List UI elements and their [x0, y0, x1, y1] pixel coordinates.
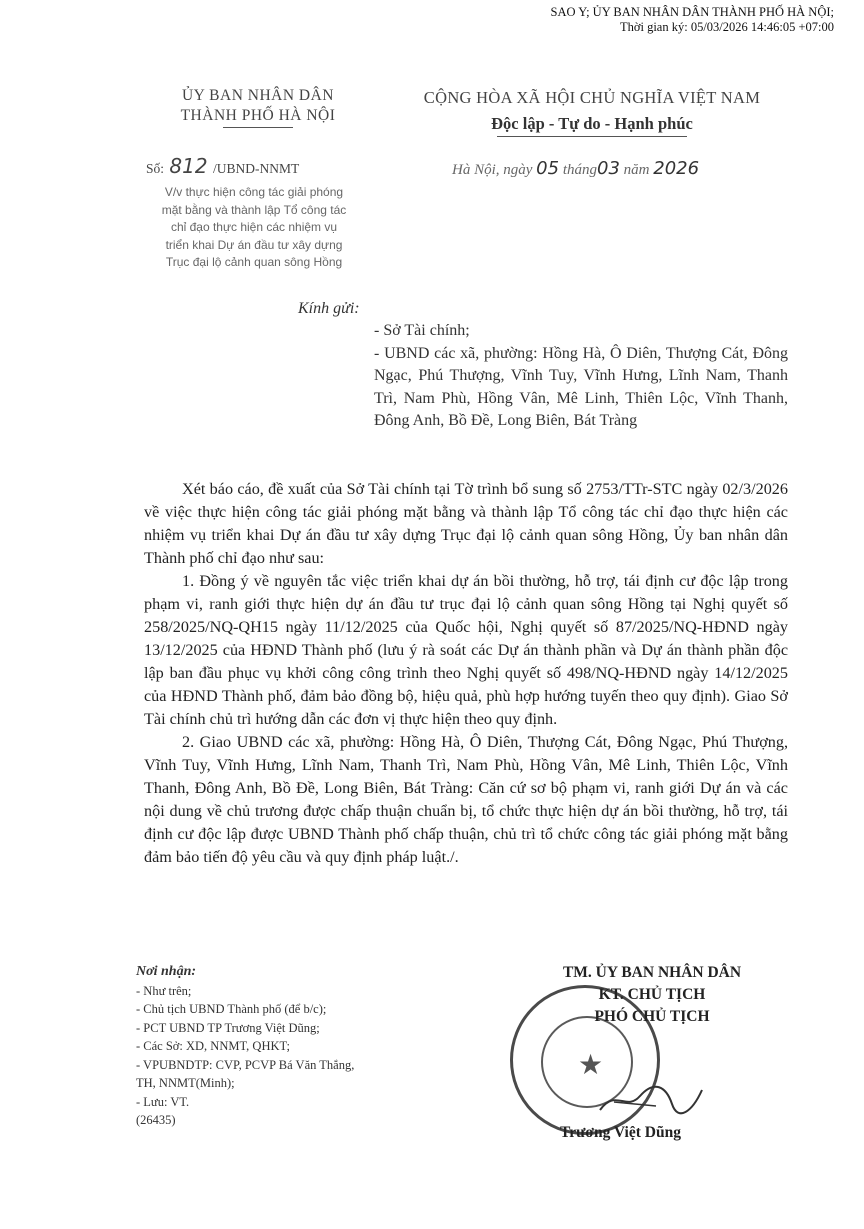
org-line-1: ỦY BAN NHÂN DÂN: [181, 87, 335, 104]
handwritten-signature: [596, 1082, 706, 1118]
signer-name: Trương Việt Dũng: [560, 1124, 681, 1141]
recipient-item: - VPUBNDTP: CVP, PCVP Bá Văn Thắng,: [136, 1057, 355, 1072]
subject-line: V/v thực hiện công tác giải phóng: [164, 185, 344, 199]
doc-number-prefix: Số:: [146, 161, 165, 176]
document-subject: [132, 184, 376, 272]
date-month-label: tháng: [562, 162, 597, 178]
signature-title-1: TM. ỦY BAN NHÂN DÂN: [562, 964, 742, 981]
date-day: 05: [536, 158, 560, 179]
subject-line: chỉ đạo thực hiện các nhiệm vụ: [170, 220, 338, 235]
motto-underline: [497, 136, 687, 137]
recipient-item: - Các Sở: XD, NNMT, QHKT;: [136, 1039, 290, 1053]
issuing-organization: [128, 86, 388, 128]
subject-line: triển khai Dự án đầu tư xây dựng: [165, 237, 343, 252]
recipients-block: [136, 963, 436, 1130]
document-number: [146, 154, 299, 178]
date-place: Hà Nội, ngày: [452, 162, 533, 178]
org-line-2: THÀNH PHỐ HÀ NỘI: [180, 107, 336, 124]
recipient-item: (26435): [136, 1113, 176, 1127]
recipient-item: TH, NNMT(Minh);: [136, 1076, 235, 1090]
document-date: [452, 158, 699, 179]
recipient-item: - Như trên;: [136, 983, 192, 998]
recipient-item: - Chủ tịch UBND Thành phố (để b/c);: [136, 1002, 327, 1016]
signature-title-2: KT. CHỦ TỊCH: [598, 986, 706, 1003]
subject-line: mặt bằng và thành lập Tổ công tác: [161, 202, 347, 217]
seal-star-icon: ★: [578, 1050, 604, 1081]
recipients-title: Nơi nhận:: [136, 964, 197, 979]
subject-line: Trục đại lộ cảnh quan sông Hồng: [165, 255, 343, 270]
greeting: Kính gửi:: [298, 300, 360, 317]
addressee-list: [374, 320, 788, 433]
recipient-item: - PCT UBND TP Trương Việt Dũng;: [136, 1020, 320, 1035]
copy-stamp-line-2: Thời gian ký: 05/03/2026 14:46:05 +07:00: [619, 20, 834, 34]
body-paragraph: 1. Đồng ý về nguyên tắc việc triển khai dự án bồi thường, hỗ trợ, tái định cư độc lập trong phạm vi, ranh giới thực hiện dự án đầu tư trục đại lộ cảnh quan sông Hồng tại Nghị quyết số 258/2025/NQ-QH15 ngày 11/12/2025 của Quốc hội, Nghị quyết số 87/2025/NQ-HĐND ngày 13/12/2025 của HĐND Thành phố (lưu ý rà soát các Dự án thành phần và Dự án thành phần độc lập ban đầu phục vụ khởi công công trình theo Nghị quyết số 498/NQ-HĐND ngày 14/12/2025 của HĐND Thành phố, đảm bảo đồng bộ, hiệu quả, phù hợp hướng tuyến theo quy định). Giao Sở Tài chính chủ trì hướng dẫn các đơn vị thực hiện theo quy định.: [144, 572, 788, 728]
signature-title-3: PHÓ CHỦ TỊCH: [594, 1008, 710, 1025]
doc-number-suffix: /UBND-NNMT: [212, 161, 300, 176]
date-year-label: năm: [623, 162, 650, 178]
digital-copy-stamp: [551, 5, 834, 35]
recipient-item: - Lưu: VT.: [136, 1094, 190, 1109]
date-month: 03: [597, 158, 620, 179]
doc-number-handwritten: 812: [169, 154, 208, 178]
copy-stamp-line-1: SAO Y; ỦY BAN NHÂN DÂN THÀNH PHỐ HÀ NỘI;: [550, 5, 834, 19]
body-paragraph: 2. Giao UBND các xã, phường: Hồng Hà, Ô Diên, Thượng Cát, Đông Ngạc, Phú Thượng, Vĩnh Tuy, Vĩnh Hưng, Lĩnh Nam, Thanh Trì, Nam Phù, Hồng Vân, Mê Linh, Thiên Lộc, Vĩnh Thanh, Đông Anh, Bồ Đề, Long Biên, Bát Tràng: Căn cứ sơ bộ phạm vi, ranh giới Dự án và các nội dung về chủ trương được chấp thuận chuẩn bị, tổ chức thực hiện dự án bồi thường, hỗ trợ, tái định cư độc lập được UBND Thành phố chấp thuận, chủ trì tổ chức công tác giải phóng mặt bằng đảm bảo tiến độ yêu cầu và quy định pháp luật./.: [144, 733, 788, 866]
national-header: [392, 88, 792, 137]
date-year: 2026: [653, 158, 700, 179]
org-underline: [223, 127, 293, 128]
national-title: CỘNG HÒA XÃ HỘI CHỦ NGHĨA VIỆT NAM: [423, 88, 761, 107]
signature-block: [518, 962, 786, 1028]
body-paragraph: Xét báo cáo, đề xuất của Sở Tài chính tại Tờ trình bổ sung số 2753/TTr-STC ngày 02/3/2026 về việc thực hiện công tác giải phóng mặt bằng và thành lập Tổ công tác chỉ đạo thực hiện các nhiệm vụ triển khai Dự án đầu tư xây dựng Trục đại lộ cảnh quan sông Hồng, Ủy ban nhân dân Thành phố chỉ đạo như sau:: [144, 480, 788, 567]
document-body: [144, 478, 788, 869]
addressee-item: - UBND các xã, phường: Hồng Hà, Ô Diên, Thượng Cát, Đông Ngạc, Phú Thượng, Vĩnh Tuy, Vĩnh Hưng, Lĩnh Nam, Thanh Trì, Nam Phù, Hồng Vân, Mê Linh, Thiên Lộc, Vĩnh Thanh, Đông Anh, Bồ Đề, Long Biên, Bát Tràng: [374, 344, 788, 429]
national-motto: Độc lập - Tự do - Hạnh phúc: [491, 114, 693, 133]
addressee-item: - Sở Tài chính;: [374, 322, 470, 339]
